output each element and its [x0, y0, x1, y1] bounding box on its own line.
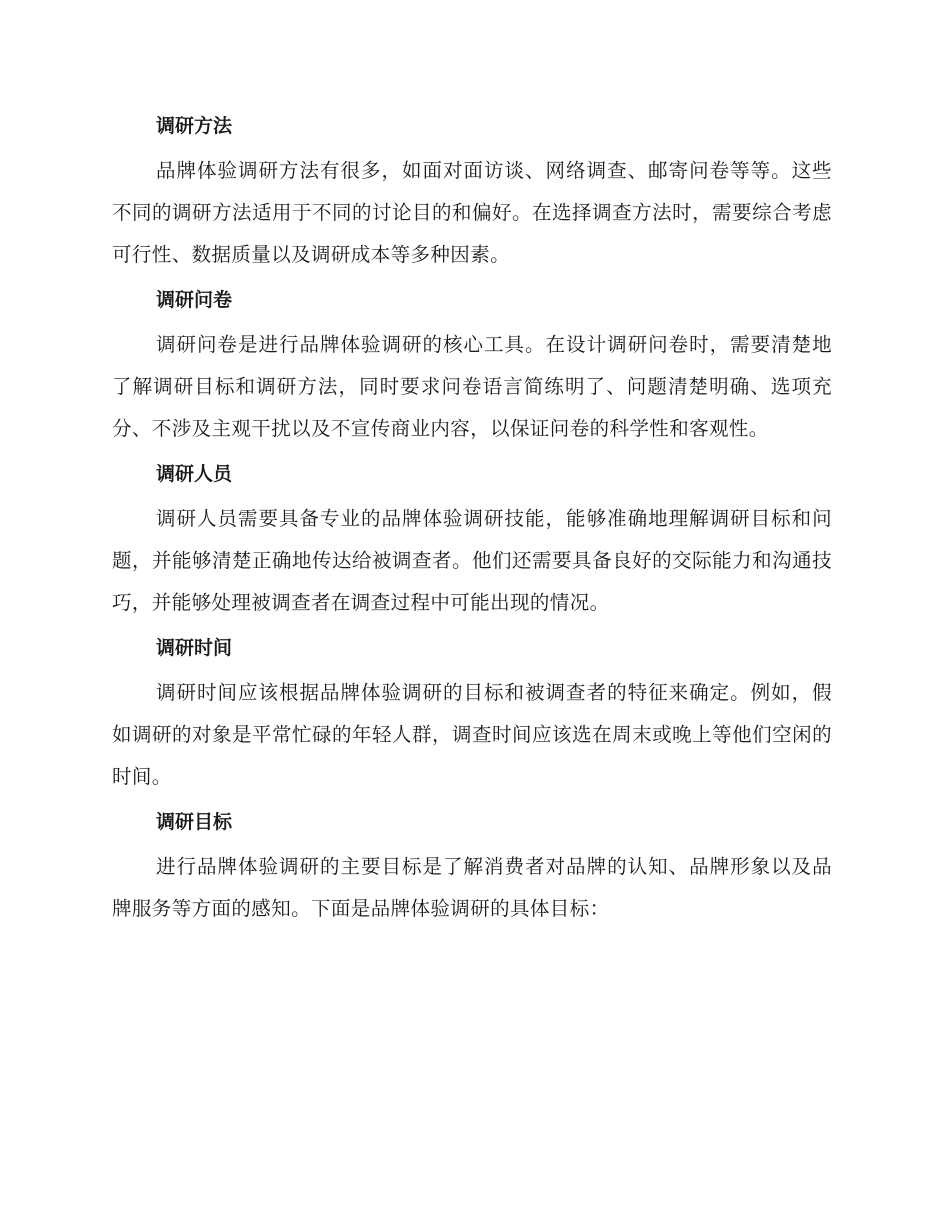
section-heading: 调研时间	[156, 637, 233, 659]
section-methods	[112, 108, 832, 276]
section-questionnaire	[112, 282, 832, 450]
section-heading: 调研方法	[156, 115, 233, 137]
section-paragraph: 调研人员需要具备专业的品牌体验调研技能，能够准确地理解调研目标和问题，并能够清楚正确地传达给被调查者。他们还需要具备良好的交际能力和沟通技巧，并能够处理被调查者在调查过程中可能出现的情况。	[112, 507, 832, 614]
section-paragraph: 进行品牌体验调研的主要目标是了解消费者对品牌的认知、品牌形象以及品牌服务等方面的感知。下面是品牌体验调研的具体目标：	[112, 855, 832, 920]
section-heading: 调研目标	[156, 811, 233, 833]
section-staff	[112, 456, 832, 624]
section-paragraph: 调研时间应该根据品牌体验调研的目标和被调查者的特征来确定。例如，假如调研的对象是平常忙碌的年轻人群，调查时间应该选在周末或晚上等他们空闲的时间。	[112, 681, 832, 788]
section-heading: 调研问卷	[156, 289, 233, 311]
section-timing	[112, 630, 832, 798]
section-goals	[112, 804, 832, 930]
document-page	[112, 108, 832, 936]
section-heading: 调研人员	[156, 463, 233, 485]
section-paragraph: 调研问卷是进行品牌体验调研的核心工具。在设计调研问卷时，需要清楚地了解调研目标和调研方法，同时要求问卷语言简练明了、问题清楚明确、选项充分、不涉及主观干扰以及不宣传商业内容，以保证问卷的科学性和客观性。	[112, 333, 832, 440]
section-paragraph: 品牌体验调研方法有很多，如面对面访谈、网络调查、邮寄问卷等等。这些不同的调研方法适用于不同的讨论目的和偏好。在选择调查方法时，需要综合考虑可行性、数据质量以及调研成本等多种因素。	[112, 159, 832, 266]
